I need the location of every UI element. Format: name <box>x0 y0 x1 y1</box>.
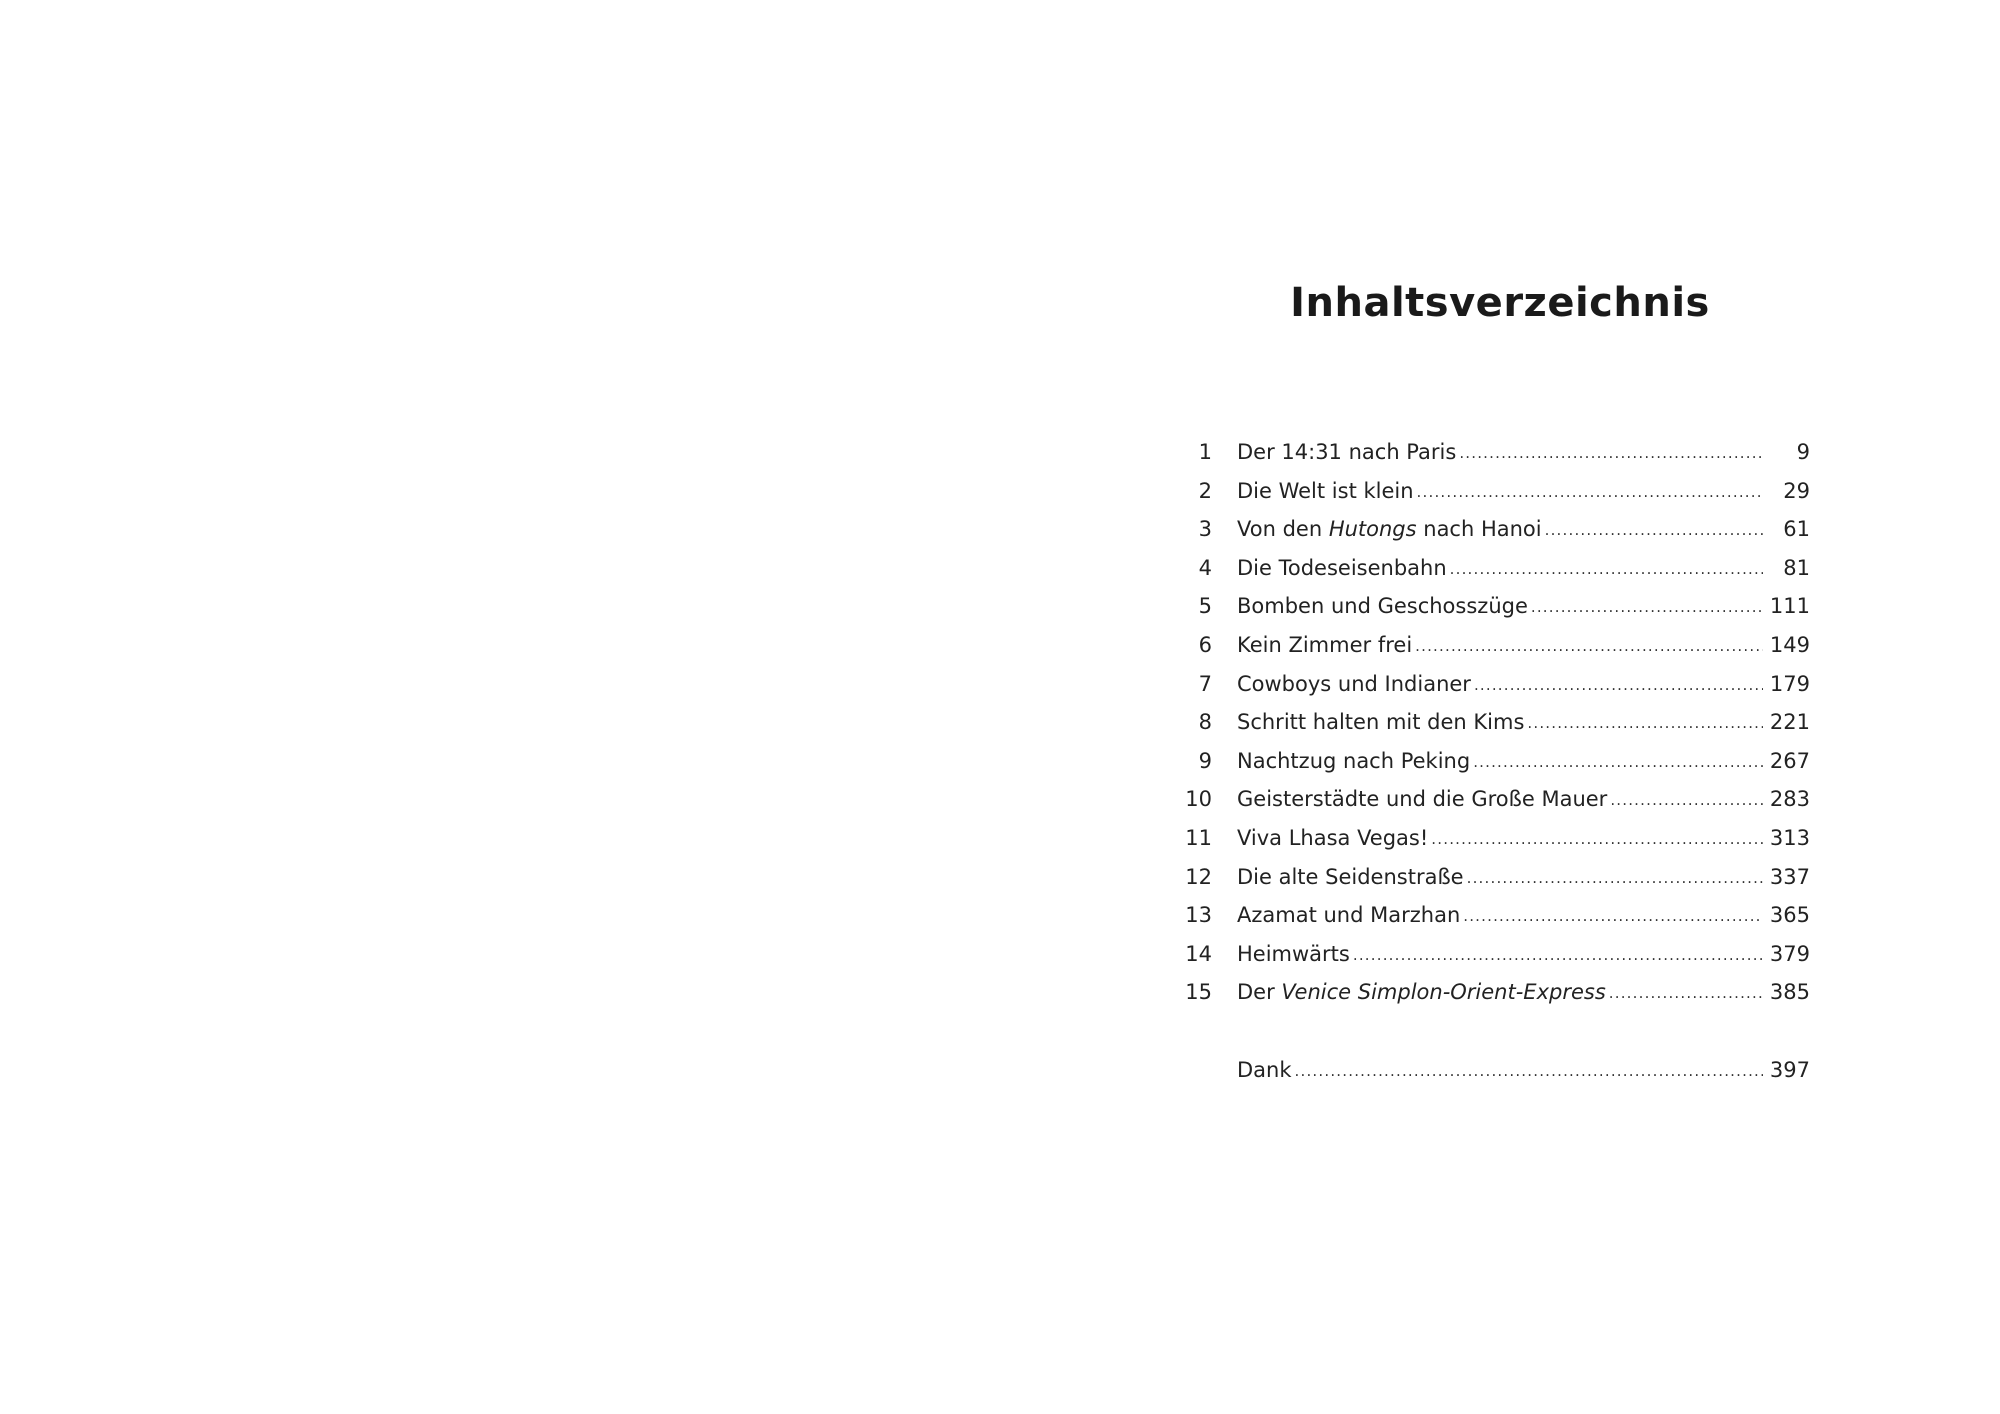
italic-title-part: Venice Simplon-Orient-Express <box>1281 980 1606 1005</box>
page-number: 179 <box>1769 671 1810 696</box>
toc-entry-13 <box>1180 903 1810 942</box>
page-number: 313 <box>1769 825 1810 850</box>
chapter-number: 5 <box>1198 594 1212 619</box>
dot-leader <box>1353 941 1763 965</box>
page-number: 267 <box>1769 748 1810 773</box>
dot-leader <box>1531 593 1763 617</box>
dot-leader <box>1417 478 1763 502</box>
toc-entry-5 <box>1180 594 1810 633</box>
page-number: 397 <box>1769 1057 1810 1082</box>
chapter-number: 7 <box>1198 671 1212 696</box>
toc-entry-14 <box>1180 942 1810 981</box>
chapter-number: 3 <box>1198 517 1212 542</box>
chapter-number: 8 <box>1198 710 1212 735</box>
chapter-title: Viva Lhasa Vegas! <box>1237 825 1429 850</box>
chapter-number: 10 <box>1185 787 1212 812</box>
page-number: 385 <box>1769 980 1810 1005</box>
toc-entry-1 <box>1180 440 1810 479</box>
toc-entry-11 <box>1180 826 1810 865</box>
page-number: 221 <box>1769 710 1810 735</box>
toc-entry-dank <box>1180 1058 1810 1097</box>
chapter-title: Die Welt ist klein <box>1237 478 1414 503</box>
page-number: 81 <box>1783 555 1810 580</box>
page-number: 365 <box>1769 903 1810 928</box>
toc-entry-2 <box>1180 479 1810 518</box>
dank-title: Dank <box>1237 1057 1292 1082</box>
dot-leader <box>1610 786 1763 810</box>
dot-leader <box>1295 1057 1763 1081</box>
page-number: 61 <box>1783 517 1810 542</box>
dot-leader <box>1459 439 1763 463</box>
toc-entry-15 <box>1180 980 1810 1019</box>
chapter-title: Azamat und Marzhan <box>1237 903 1461 928</box>
chapter-title: Geisterstädte und die Große Mauer <box>1237 787 1608 812</box>
toc-entry-3 <box>1180 517 1810 556</box>
chapter-title: Kein Zimmer frei <box>1237 632 1413 657</box>
chapter-number: 9 <box>1198 748 1212 773</box>
chapter-title: Schritt halten mit den Kims <box>1237 710 1525 735</box>
page-number: 337 <box>1769 864 1810 889</box>
dot-leader <box>1467 864 1763 888</box>
dot-leader <box>1609 979 1763 1003</box>
chapter-number: 11 <box>1185 825 1212 850</box>
toc-heading: Inhaltsverzeichnis <box>1290 280 1710 326</box>
chapter-number: 13 <box>1185 903 1212 928</box>
italic-title-part: Hutongs <box>1328 517 1417 542</box>
toc-entry-12 <box>1180 865 1810 904</box>
dot-leader <box>1474 671 1763 695</box>
page-number: 149 <box>1769 632 1810 657</box>
chapter-number: 14 <box>1185 941 1212 966</box>
chapter-number: 2 <box>1198 478 1212 503</box>
toc-list <box>1180 440 1810 1096</box>
chapter-number: 12 <box>1185 864 1212 889</box>
toc-entry-7 <box>1180 672 1810 711</box>
chapter-title: Der 14:31 nach Paris <box>1237 440 1457 464</box>
dot-leader <box>1431 825 1763 849</box>
dot-leader <box>1450 555 1763 579</box>
chapter-number: 1 <box>1198 440 1212 464</box>
chapter-number: 4 <box>1198 555 1212 580</box>
chapter-number: 15 <box>1185 980 1212 1005</box>
chapter-title: Die Todeseisenbahn <box>1237 555 1447 580</box>
chapter-title: Der Venice Simplon-Orient-Express <box>1237 980 1606 1005</box>
dot-leader <box>1415 632 1763 656</box>
dot-leader <box>1463 902 1763 926</box>
chapter-title: Nachtzug nach Peking <box>1237 748 1471 773</box>
toc-entry-10 <box>1180 787 1810 826</box>
toc-entry-9 <box>1180 749 1810 788</box>
page-number: 283 <box>1769 787 1810 812</box>
page-number: 29 <box>1783 478 1810 503</box>
toc-entry-4 <box>1180 556 1810 595</box>
dot-leader <box>1527 709 1763 733</box>
page-number: 9 <box>1796 440 1810 464</box>
chapter-title: Die alte Seidenstraße <box>1237 864 1464 889</box>
chapter-title: Von den Hutongs nach Hanoi <box>1237 517 1542 542</box>
dot-leader <box>1545 516 1763 540</box>
toc-entry-8 <box>1180 710 1810 749</box>
dot-leader <box>1473 748 1763 772</box>
chapter-title: Bomben und Geschosszüge <box>1237 594 1528 619</box>
chapter-number: 6 <box>1198 632 1212 657</box>
page-number: 111 <box>1769 594 1810 619</box>
chapter-title: Heimwärts <box>1237 941 1350 966</box>
chapter-title: Cowboys und Indianer <box>1237 671 1471 696</box>
toc-entry-6 <box>1180 633 1810 672</box>
page-number: 379 <box>1769 941 1810 966</box>
